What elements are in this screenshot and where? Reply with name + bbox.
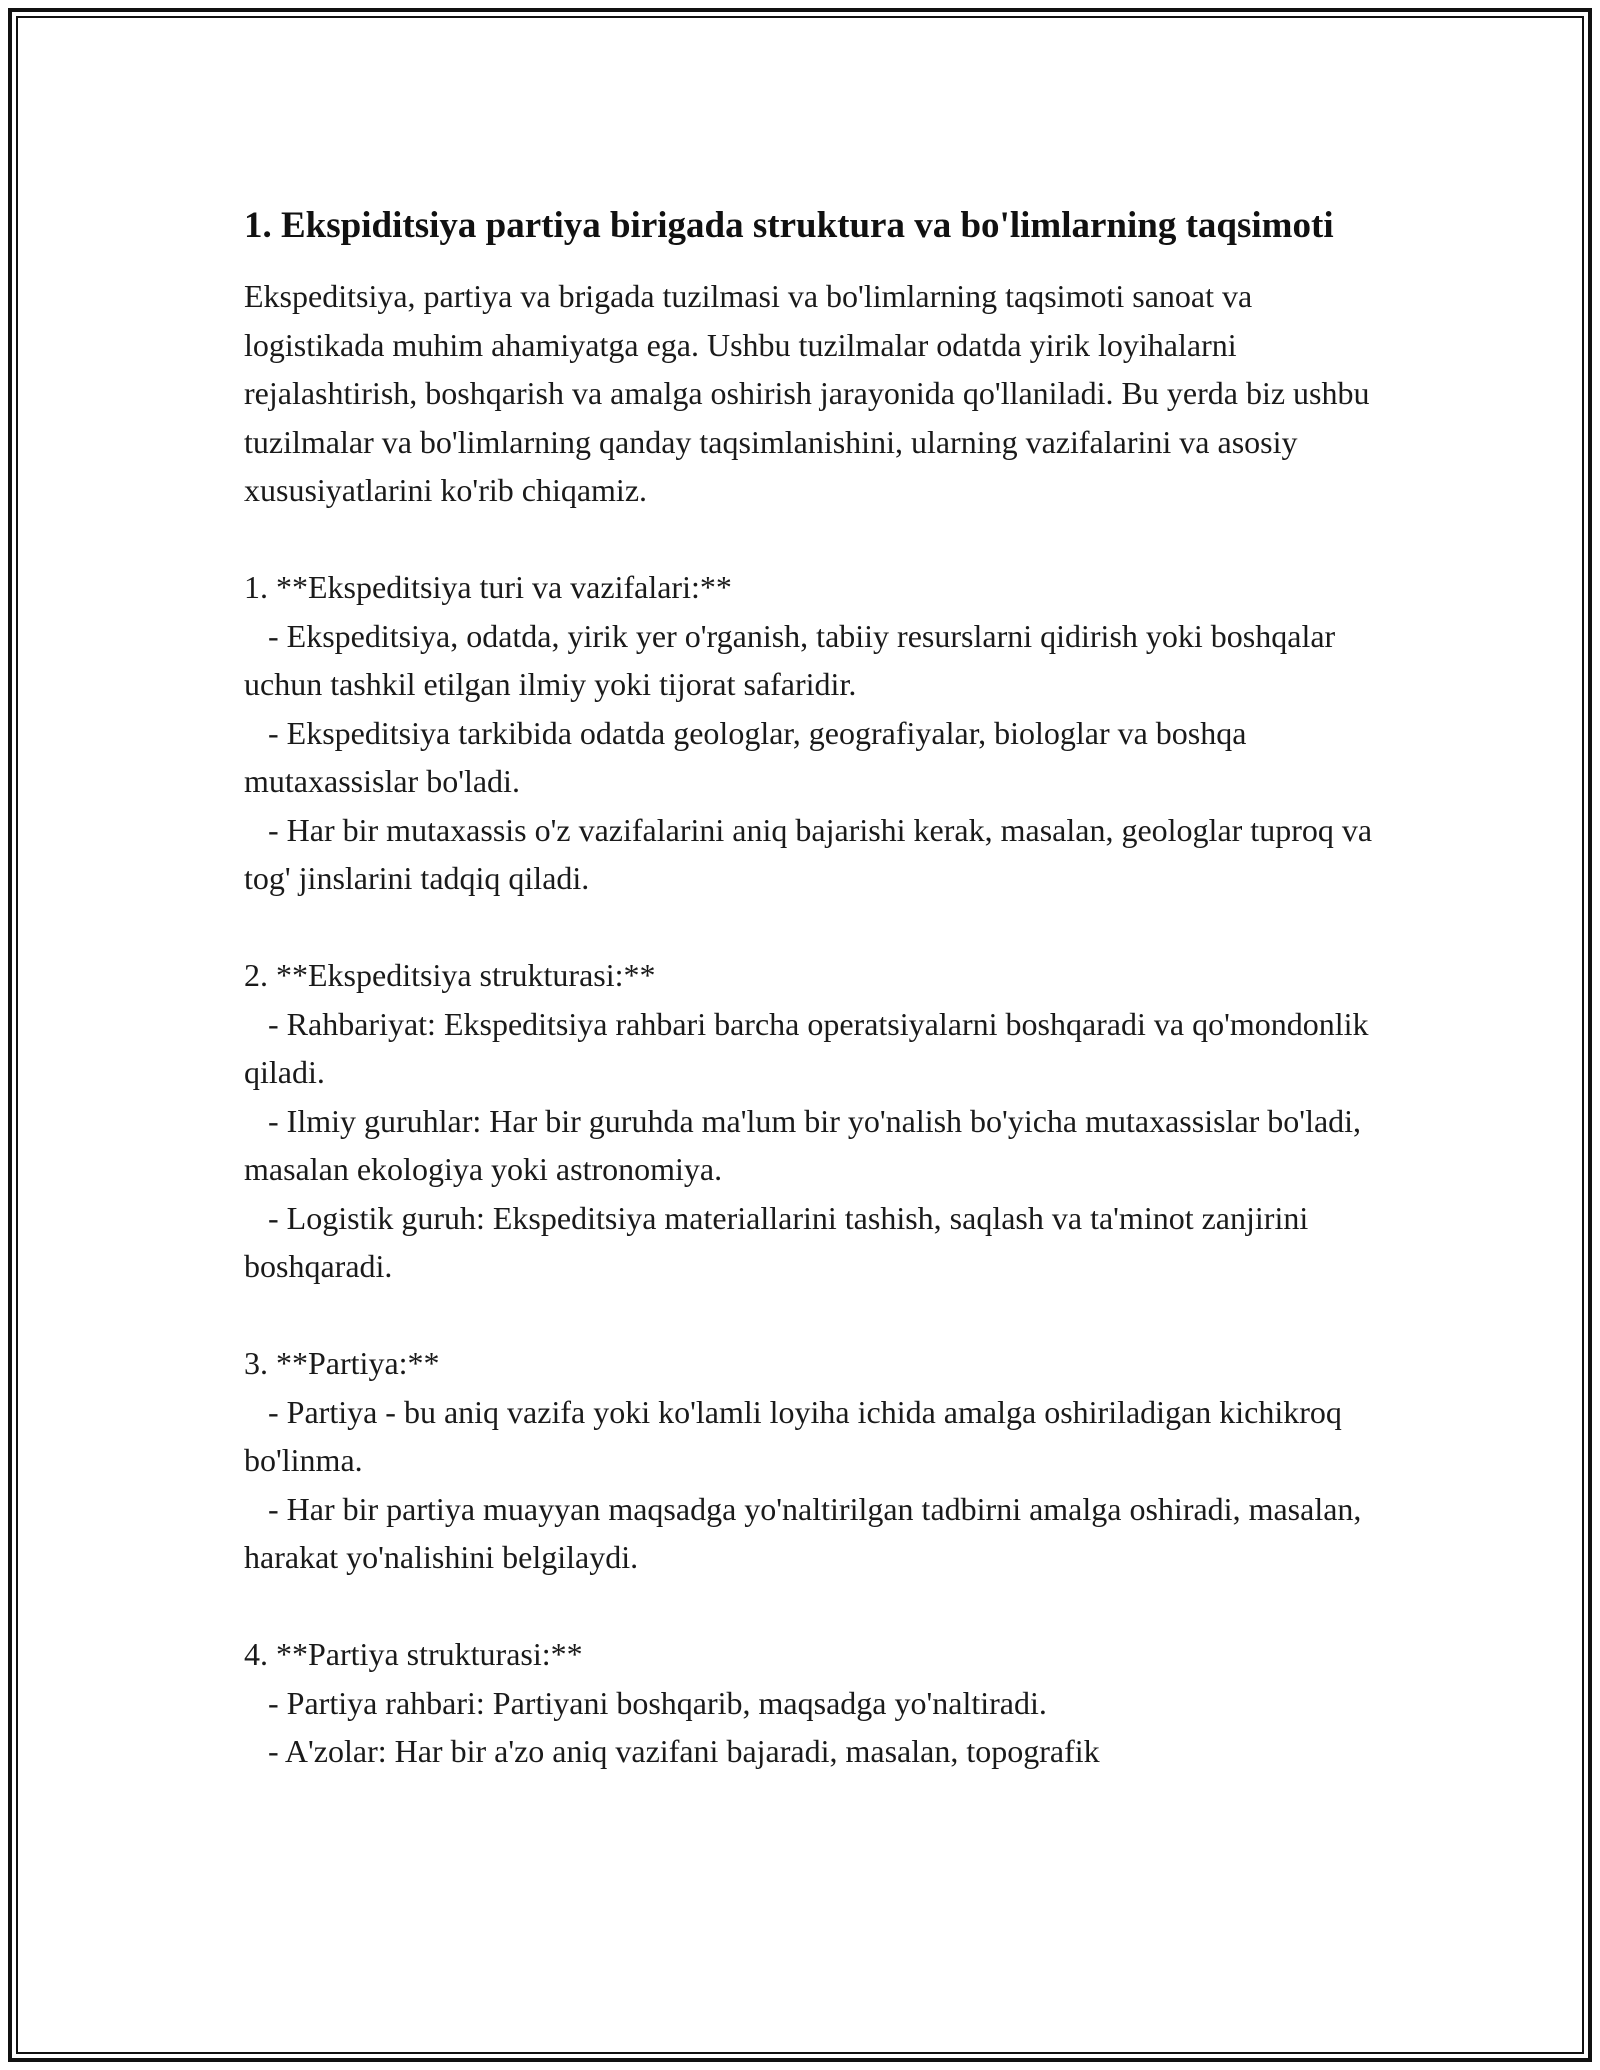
section-2 bbox=[244, 951, 1377, 1291]
section-3 bbox=[244, 1339, 1374, 1582]
page-border-inner bbox=[16, 16, 1584, 2054]
list-item: - Har bir partiya muayyan maqsadga yo'naltirilgan tadbirni amalga oshiradi, masalan, harakat yo'nalishini belgilaydi. bbox=[244, 1490, 1370, 1575]
section-1 bbox=[244, 563, 1381, 903]
section-title: 3. **Partiya:** bbox=[244, 1345, 440, 1381]
intro-paragraph: Ekspeditsiya, partiya va brigada tuzilmasi va bo'limlarning taqsimoti sanoat va logistikada muhim ahamiyatga ega. Ushbu tuzilmalar odatda yirik loyihalarni rejalashtirish, boshqarish va amalga oshirish jarayonida qo'llaniladi. Bu yerda biz ushbu tuzilmalar va bo'limlarning qanday taqsimlanishini, ularning vazifalarini va asosiy xususiyatlarini ko'rib chiqamiz. bbox=[244, 278, 1370, 508]
list-item: - Partiya - bu aniq vazifa yoki ko'lamli loyiha ichida amalga oshiriladigan kichikroq bo'linma. bbox=[244, 1393, 1350, 1478]
section-title: 2. **Ekspeditsiya strukturasi:** bbox=[244, 957, 656, 993]
list-item: - Ekspeditsiya tarkibida odatda geologlar, geografiyalar, biologlar va boshqa mutaxassislar bo'ladi. bbox=[244, 714, 1255, 799]
section-4 bbox=[244, 1630, 1374, 1776]
document-body bbox=[244, 198, 1381, 1776]
list-item: - Har bir mutaxassis o'z vazifalarini aniq bajarishi kerak, masalan, geologlar tuproq va tog' jinslarini tadqiq qiladi. bbox=[244, 811, 1381, 896]
section-title: 1. **Ekspeditsiya turi va vazifalari:** bbox=[244, 569, 732, 605]
list-item: - A'zolar: Har bir a'zo aniq vazifani bajaradi, masalan, topografik bbox=[244, 1733, 1100, 1769]
list-item: - Rahbariyat: Ekspeditsiya rahbari barcha operatsiyalarni boshqaradi va qo'mondonlik qiladi. bbox=[244, 1005, 1377, 1090]
document-title: 1. Ekspiditsiya partiya birigada struktura va bo'limlarning taqsimoti bbox=[244, 205, 1334, 246]
list-item: - Logistik guruh: Ekspeditsiya materiallarini tashish, saqlash va ta'minot zanjirini boshqaradi. bbox=[244, 1199, 1317, 1284]
list-item: - Ilmiy guruhlar: Har bir guruhda ma'lum bir yo'nalish bo'yicha mutaxassislar bo'ladi, masalan ekologiya yoki astronomiya. bbox=[244, 1102, 1370, 1187]
list-item: - Ekspeditsiya, odatda, yirik yer o'rganish, tabiiy resurslarni qidirish yoki boshqalar uchun tashkil etilgan ilmiy yoki tijorat safaridir. bbox=[244, 617, 1344, 702]
spacer bbox=[244, 1291, 1374, 1340]
spacer bbox=[244, 1582, 1374, 1631]
spacer bbox=[244, 903, 1374, 952]
section-title: 4. **Partiya strukturasi:** bbox=[244, 1636, 583, 1672]
spacer bbox=[244, 515, 1374, 564]
page-border bbox=[8, 8, 1592, 2062]
list-item: - Partiya rahbari: Partiyani boshqarib, maqsadga yo'naltiradi. bbox=[244, 1684, 1047, 1721]
